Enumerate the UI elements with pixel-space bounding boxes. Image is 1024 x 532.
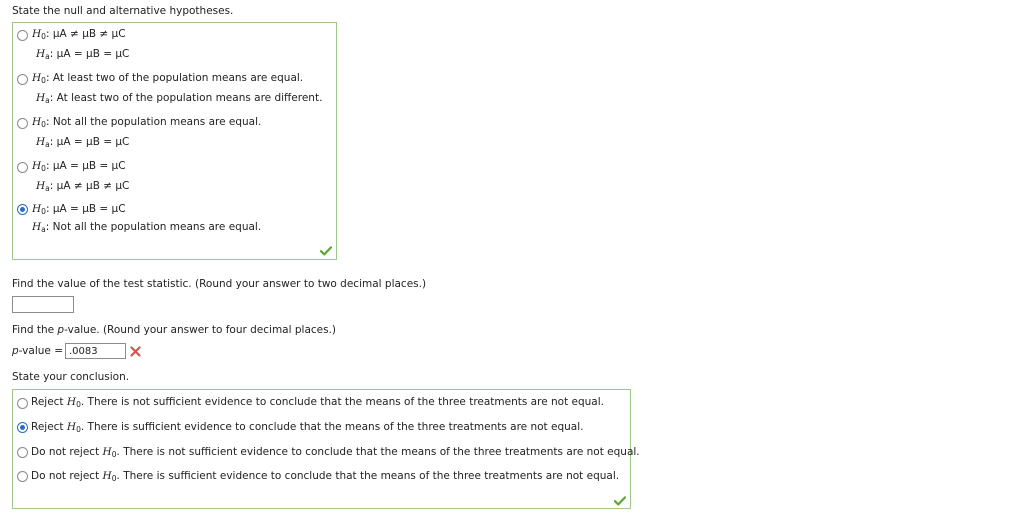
hypotheses-option-2-ha: $H_a$: At least two of the population means are different. <box>36 92 323 105</box>
cross-mark-icon <box>130 346 141 357</box>
test-statistic-input[interactable] <box>12 296 74 313</box>
conclusion-option-2-text: Reject $H_0$. There is sufficient evidence to conclude that the means of the three treatments are not equal. <box>31 421 584 434</box>
conclusion-option-3-text: Do not reject $H_0$. There is not sufficient evidence to conclude that the means of the three treatments are not equal. <box>31 446 640 459</box>
hypotheses-option-4-ha: $H_a$: μA ≠ μB ≠ μC <box>36 180 130 193</box>
hypotheses-option-1-h0: $H_0$: μA ≠ μB ≠ μC <box>32 28 126 41</box>
hypotheses-option-4-radio[interactable] <box>17 162 28 173</box>
conclusion-prompt: State your conclusion. <box>12 371 130 383</box>
conclusion-option-1-radio[interactable] <box>17 398 28 409</box>
conclusion-option-2-radio[interactable] <box>17 422 28 433</box>
hypotheses-option-1-radio[interactable] <box>17 30 28 41</box>
p-value-prompt: Find the p-value. (Round your answer to four decimal places.) <box>12 324 337 336</box>
hypotheses-answer-box <box>12 22 337 260</box>
hypotheses-option-5-h0: $H_0$: μA = μB = μC <box>32 203 126 216</box>
hypotheses-option-3-radio[interactable] <box>17 118 28 129</box>
p-value-input[interactable] <box>65 343 126 359</box>
p-value-label: p-value = <box>12 345 63 357</box>
test-statistic-prompt: Find the value of the test statistic. (Round your answer to two decimal places.) <box>12 278 427 290</box>
hypotheses-option-3-ha: $H_a$: μA = μB = μC <box>36 136 130 149</box>
check-mark-icon <box>320 246 332 256</box>
check-mark-icon <box>614 496 626 506</box>
hypotheses-option-1-ha: $H_a$: μA = μB = μC <box>36 48 130 61</box>
hypotheses-option-5-ha: $H_a$: Not all the population means are equal. <box>32 221 262 234</box>
hypotheses-option-2-radio[interactable] <box>17 74 28 85</box>
hypotheses-prompt: State the null and alternative hypotheses. <box>12 5 234 17</box>
hypotheses-option-2-h0: $H_0$: At least two of the population means are equal. <box>32 72 304 85</box>
conclusion-option-1-text: Reject $H_0$. There is not sufficient evidence to conclude that the means of the three treatments are not equal. <box>31 396 604 409</box>
conclusion-option-4-radio[interactable] <box>17 471 28 482</box>
hypotheses-option-4-h0: $H_0$: μA = μB = μC <box>32 160 126 173</box>
hypotheses-option-5-radio[interactable] <box>17 204 28 215</box>
conclusion-answer-box <box>12 389 640 509</box>
hypotheses-option-3-h0: $H_0$: Not all the population means are equal. <box>32 116 262 129</box>
conclusion-option-3-radio[interactable] <box>17 447 28 458</box>
conclusion-option-4-text: Do not reject $H_0$. There is sufficient evidence to conclude that the means of the three treatments are not equal. <box>31 470 620 483</box>
